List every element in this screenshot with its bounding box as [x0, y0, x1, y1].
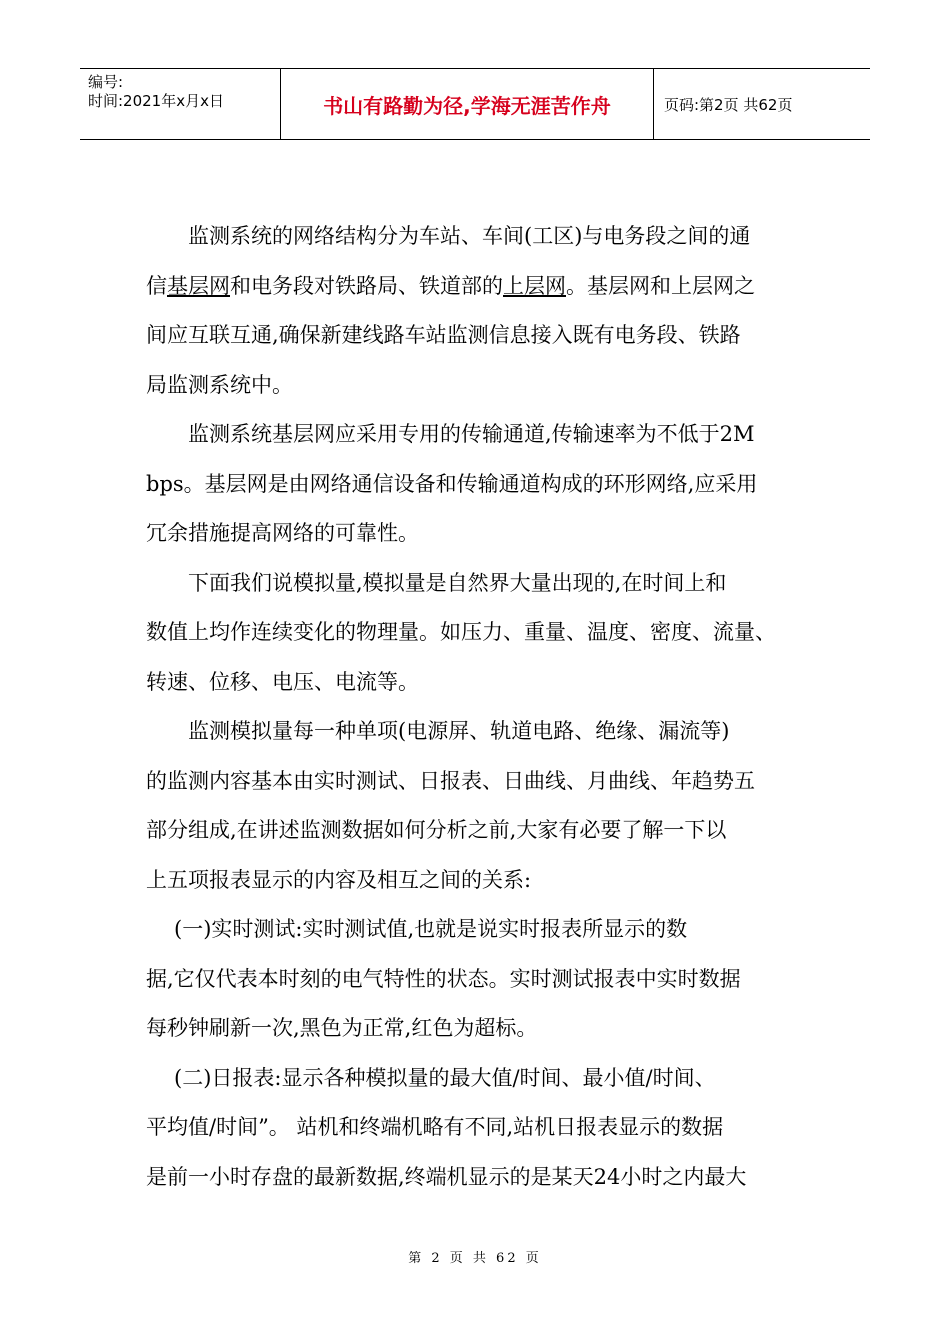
page-header — [80, 68, 870, 140]
motto-text: 书山有路勤为径,学海无涯苦作舟 — [323, 93, 611, 118]
paragraph-1 — [146, 212, 810, 410]
paragraph-line: 局监测系统中。 — [146, 372, 293, 397]
text-run: 信 — [146, 273, 167, 298]
document-body — [146, 212, 810, 1202]
paragraph-line — [146, 262, 810, 312]
paragraph-5 — [146, 905, 810, 1054]
paragraph-line: bps。基层网是由网络通信设备和传输通道构成的环形网络,应采用 — [146, 471, 758, 496]
paragraph-line: 转速、位移、电压、电流等。 — [146, 669, 419, 694]
paragraph-line: (一)实时测试:实时测试值,也就是说实时报表所显示的数 — [174, 917, 688, 941]
paragraph-line: 的监测内容基本由实时测试、日报表、日曲线、月曲线、年趋势五 — [146, 768, 755, 793]
page-info-text: 页码:第2页 共62页 — [664, 95, 793, 114]
paragraph-line: 间应互联互通,确保新建线路车站监测信息接入既有电务段、铁路 — [146, 323, 741, 347]
paragraph-2 — [146, 410, 810, 559]
text-run: 。基层网和上层网之 — [566, 273, 755, 298]
underlined-term: 基层网 — [167, 273, 230, 298]
paragraph-line: 平均值/时间”。 站机和终端机略有不同,站机日报表显示的数据 — [146, 1115, 724, 1139]
paragraph-line: 上五项报表显示的内容及相互之间的关系: — [146, 867, 532, 892]
paragraph-6 — [146, 1054, 810, 1203]
paragraph-line: 据,它仅代表本时刻的电气特性的状态。实时测试报表中实时数据 — [146, 966, 741, 991]
paragraph-line: 每秒钟刷新一次,黑色为正常,红色为超标。 — [146, 1016, 538, 1040]
paragraph-line: 是前一小时存盘的最新数据,终端机显示的是某天24小时之内最大 — [146, 1164, 747, 1189]
paragraph-line: 监测系统的网络结构分为车站、车间(工区)与电务段之间的通 — [188, 224, 751, 248]
paragraph-line: 部分组成,在讲述监测数据如何分析之前,大家有必要了解一下以 — [146, 818, 727, 842]
paragraph-4 — [146, 707, 810, 905]
header-meta — [80, 69, 281, 139]
paragraph-line: 监测系统基层网应采用专用的传输通道,传输速率为不低于2M — [188, 422, 755, 446]
header-page-info — [654, 69, 870, 139]
footer-page-number: 第 2 页 共 62 页 — [408, 1251, 542, 1266]
paragraph-line: 冗余措施提高网络的可靠性。 — [146, 521, 419, 545]
underlined-term: 上层网 — [503, 273, 566, 298]
paragraph-line: 数值上均作连续变化的物理量。如压力、重量、温度、密度、流量、 — [146, 620, 776, 644]
paragraph-line: 监测模拟量每一种单项(电源屏、轨道电路、绝缘、漏流等) — [188, 719, 730, 743]
paragraph-line: 下面我们说模拟量,模拟量是自然界大量出现的,在时间上和 — [188, 570, 727, 595]
text-run: 和电务段对铁路局、铁道部的 — [230, 273, 503, 298]
number-label: 编号: — [88, 73, 124, 91]
page-footer — [0, 1247, 950, 1266]
paragraph-3 — [146, 559, 810, 708]
paragraph-line: (二)日报表:显示各种模拟量的最大值/时间、最小值/时间、 — [174, 1065, 716, 1090]
header-motto — [281, 69, 654, 139]
date-label: 时间:2021年x月x日 — [88, 92, 224, 110]
